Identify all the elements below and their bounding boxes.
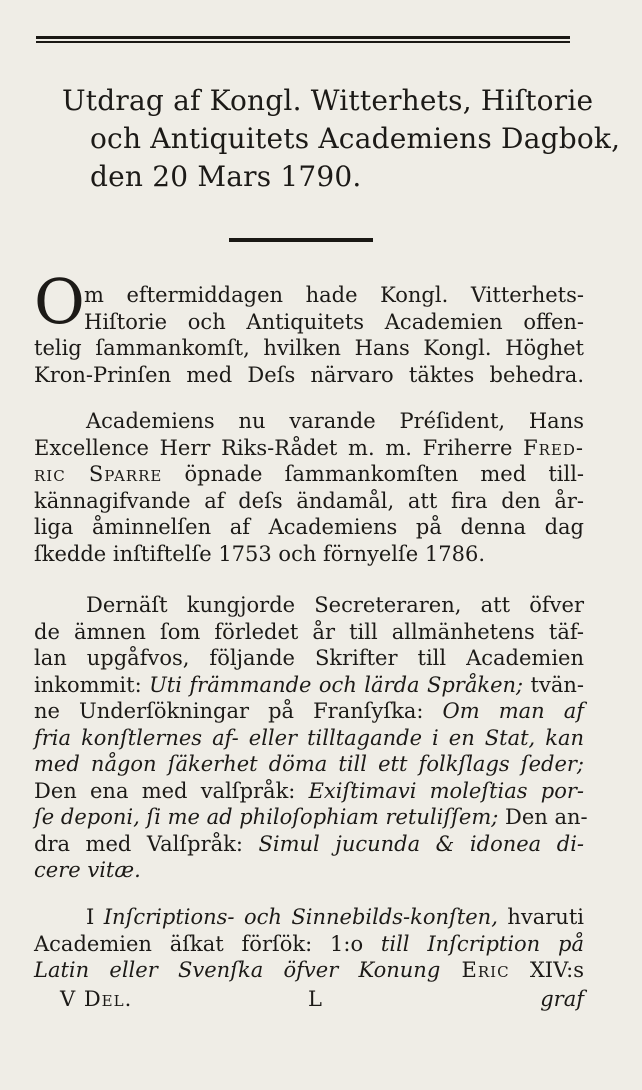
- p2-line-5: liga åminnelſen af Academiens på denna dag: [34, 515, 584, 539]
- title-line-3: den 20 Mars 1790.: [90, 160, 362, 193]
- p2-name-fred: Fred-: [523, 435, 584, 460]
- p2-line-6: ſkedde inſtiftelſe 1753 och förnyelſe 1786.: [34, 541, 486, 566]
- p1-line-2: Hiſtorie och Antiquitets Academien offen-: [84, 309, 584, 334]
- p3-line-9-italic: ſe deponi, ſi me ad philoſophiam retuliſſem;: [34, 805, 499, 829]
- paragraph-4: [34, 904, 584, 984]
- p1-line-1: m eftermiddagen hade Kongl. Vitterhets-: [84, 283, 584, 307]
- p4-name-eric: Eric: [440, 958, 510, 982]
- drop-cap-initial: O: [34, 265, 85, 338]
- p4-line-1-a: I: [86, 905, 104, 929]
- p4-line-2-italic: till Inſcription på: [380, 931, 584, 956]
- p3-line-10-italic: Simul jucunda & idonea di-: [258, 831, 584, 856]
- p2-line-3: [34, 461, 584, 488]
- p3-line-9-b: Den an-: [498, 805, 588, 829]
- p4-line-3-c: XIV:s: [509, 958, 584, 982]
- p2-line-1: Academiens nu varande Préſident, Hans: [86, 409, 584, 433]
- catchword: graf: [540, 987, 584, 1011]
- p3-line-5-a: ne Underſökningar på Franſyſka:: [34, 699, 443, 723]
- p4-line-2: [34, 931, 584, 958]
- p4-line-1-c: hvaruti: [497, 905, 584, 929]
- paragraph-2: [34, 408, 584, 567]
- title-line-1: Utdrag af Kongl. Witterhets, Hiſtorie: [62, 84, 594, 117]
- p3-line-4-a: inkommit:: [34, 672, 150, 697]
- p3-line-6: fria konſtlernes af- eller tilltagande i en Stat, kan: [34, 725, 584, 750]
- p3-line-3: lan upgåfvos, följande Skrifter till Academien: [34, 646, 584, 670]
- signature-mark: V Del.: [60, 987, 133, 1011]
- header-double-rule: [36, 36, 570, 43]
- p4-line-1-italic: Inſcriptions- och Sinnebilds-konſten,: [103, 905, 498, 929]
- p3-line-8: [34, 778, 584, 805]
- p1-line-4: Kron-Prinſen med Deſs närvaro täktes behedra.: [34, 362, 584, 387]
- sheet-letter: L: [308, 987, 322, 1011]
- p2-line-2: [34, 435, 584, 462]
- p2-line-2-text: Excellence Herr Riks-Rådet m. m. Friherre: [34, 435, 524, 460]
- p2-line-3-text: öpnade ſammankomſten med till-: [162, 462, 585, 486]
- p3-line-11: cere vitæ.: [34, 858, 141, 882]
- title-line-2: och Antiquitets Academiens Dagbok,: [90, 122, 621, 155]
- p3-line-7: med någon ſäkerhet döma till ett folkſlags ſeder;: [34, 752, 584, 776]
- article-title: [62, 82, 621, 196]
- p3-line-1: Dernäſt kungjorde Secreteraren, att öfver: [86, 593, 584, 617]
- p3-line-10: [34, 831, 584, 858]
- p3-line-4-c: tvän-: [523, 672, 584, 697]
- p4-line-1: [34, 904, 584, 931]
- p2-name-ric-sparre: ric Sparre: [34, 462, 163, 486]
- p3-line-8-italic: Exiſtimavi moleſtias por-: [308, 778, 585, 803]
- p3-line-4: [34, 672, 584, 699]
- p4-line-2-a: Academien äſkat förſök: 1:o: [34, 931, 381, 956]
- p3-line-8-a: Den ena med valſpråk:: [34, 778, 309, 803]
- p3-line-5-italic: Om man af: [442, 699, 585, 723]
- p3-line-4-italic: Uti främmande och lärda Språken;: [149, 672, 524, 697]
- p1-line-3: telig ſammankomſt, hvilken Hans Kongl. Höghet: [34, 336, 584, 360]
- p3-line-9: [34, 804, 588, 831]
- section-divider-rule: [229, 238, 373, 242]
- p2-line-4: kännagifvande af deſs ändamål, att fira den år-: [34, 488, 584, 513]
- page-footer: [60, 986, 584, 1012]
- p4-line-3-italic: Latin eller Svenſka öfver Konung: [34, 958, 441, 982]
- p3-line-5: [34, 698, 584, 725]
- paragraph-3: [34, 592, 588, 884]
- p3-line-2: de ämnen ſom förledet år till allmänhetens täf-: [34, 619, 584, 644]
- p4-line-3: [34, 957, 584, 984]
- paragraph-1: [34, 282, 584, 388]
- p3-line-10-a: dra med Valſpråk:: [34, 831, 259, 856]
